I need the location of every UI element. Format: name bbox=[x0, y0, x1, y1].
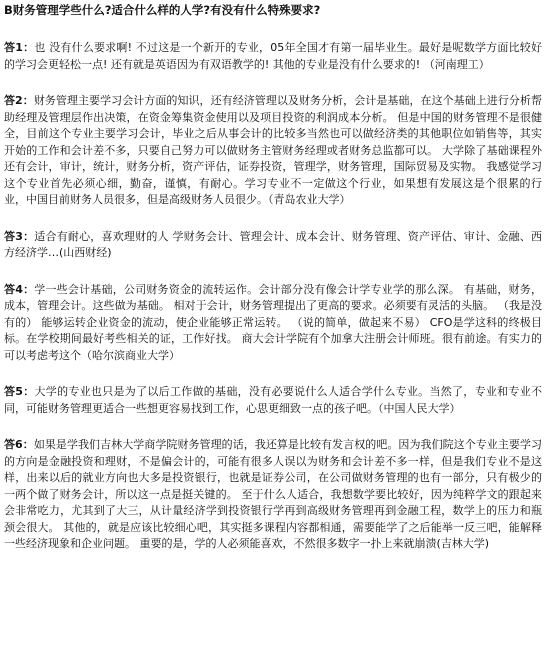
answer-text: 学一些会计基础，公司财务资金的流转运作。会计部分没有像会计学专业学的那么深。 有基础，财务，成本，管理会计。这些做为基础。 相对于会计，财务管理提出了更高的要求。必须要有灵活的头脑。 （我是没有的） 能够运转企业资金的流动，使企业能够正常运转。 （说的简单，做起来不易） CFO是学这科的终极目标。在学校期间最好考些相关的证，工作好找。 商大会计学院有个加拿大注册会计师班。很有前途。有实力的可以考虑考这个（哈尔滨商业大学） bbox=[4, 282, 543, 362]
answer-text: 大学的专业也只是为了以后工作做的基础，没有必要说什么人适合学什么专业。当然了，专业和专业不同，可能财务管理更适合一些想更容易找到工作，心思更细致一点的孩子吧。（中国人民大学） bbox=[4, 385, 543, 415]
answer-text: 适合有耐心，喜欢理财的人 学财务会计、管理会计、成本会计、财务管理、资产评估、审计、金融、西方经济学…(山西财经) bbox=[4, 229, 543, 259]
answer-label: 答6： bbox=[4, 438, 34, 451]
answer-5 bbox=[4, 384, 542, 417]
answer-label: 答1： bbox=[4, 41, 35, 54]
answer-1 bbox=[4, 40, 542, 73]
page-title: B财务管理学些什么?适合什么样的人学?有没有什么特殊要求? bbox=[4, 3, 321, 17]
answer-label: 答2： bbox=[4, 94, 34, 107]
answer-6 bbox=[4, 437, 542, 553]
answer-label: 答3： bbox=[4, 229, 35, 243]
answer-label: 答5： bbox=[4, 385, 35, 398]
answer-text: 财务管理主要学习会计方面的知识，还有经济管理以及财务分析，会计是基础，在这个基础上进行分析帮助经理及管理层作出决策，在资金筹集资金使用以及项目投资的利润成本分析。 但是中国的财务管理不是很健全，目前这个专业主要学习会计，毕业之后从事会计的比较多当然也可以做经济类的其他职位如销售等，其实开始的工作和会计差不多，只要自己努力可以做财务主管财务经理或者财务总监都可以。 大学除了基础课程外还有会计，审计，统计，财务分析，资产评估，证券投资，管理学，财务管理，国际贸易及实物。 我感觉学习这个专业首先必须心细，勤奋，谨慎，有耐心。学习专业不一定做这个行业，如果想有发展这是个很累的行业，中国目前财务人员很多，但是高级财务人员很少。（青岛农业大学） bbox=[4, 94, 543, 206]
answer-2 bbox=[4, 93, 542, 209]
answer-3 bbox=[4, 229, 542, 262]
answer-label: 答4： bbox=[4, 282, 35, 296]
answer-text: 如果是学我们吉林大学商学院财务管理的话，我还算是比较有发言权的吧。因为我们院这个专业主要学习的方向是金融投资和理财，不是偏会计的，可能有很多人误以为财务和会计差不多一样，但是我们专业不是这样，出来以后的就业方向也大多是投资银行，也就是证券公司，在公司做财务管理的也有一部分，只有极少的一两个做了财务会计，所以这一点是挺关键的。 至于什么人适合，我想数学要比较好，因为纯粹学文的跟起来会非常吃力，尤其到了大三，从计量经济学到投资银行学再到高级财务管理再到金融工程，数学上的压力和瓶颈会很大。 其他的，就是应该比较细心吧，其实挺多课程内容都相通，需要能学了之后能举一反三吧，能解释一些经济现象和企业问题。 重要的是，学的人必须能喜欢，不然很多数字一扑上来就崩溃(吉林大学) bbox=[4, 438, 543, 550]
answer-text: 也 没有什么要求啊! 不过这是一个新开的专业，05年全国才有第一届毕业生。最好是呢数学方面比较好的学习会更轻松一点! 还有就是英语因为有双语教学的! 其他的专业是没有什么要求的! （河南理工） bbox=[4, 41, 542, 71]
answer-4 bbox=[4, 282, 542, 365]
